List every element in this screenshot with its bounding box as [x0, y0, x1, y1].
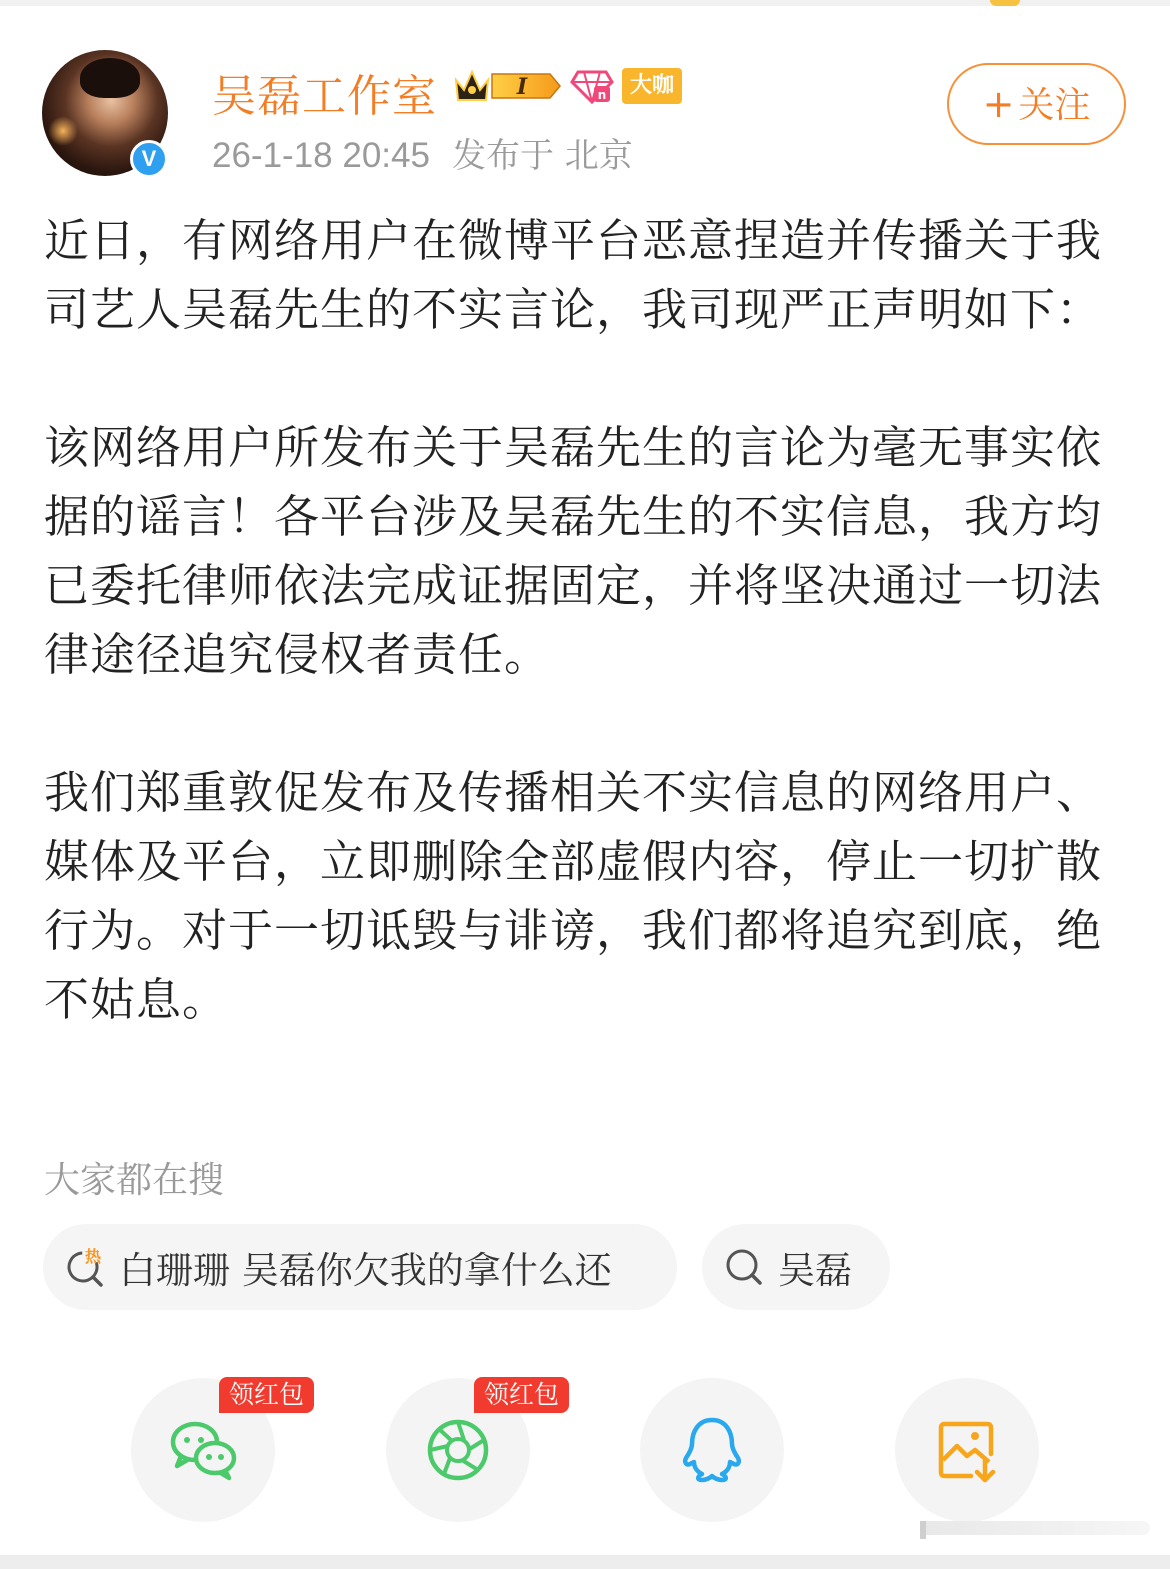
top-divider	[0, 0, 1170, 6]
svg-text:热: 热	[84, 1247, 102, 1266]
diamond-vip-icon[interactable]	[570, 66, 614, 106]
bottom-divider	[0, 1555, 1170, 1569]
post-timestamp: 26-1-18 20:45	[212, 136, 430, 175]
svg-text:n: n	[597, 88, 607, 102]
post-paragraph: 我们郑重敦促发布及传播相关不实信息的网络用户、媒体及平台，立即删除全部虚假内容，停止一切扩散行为。对于一切诋毁与诽谤，我们都将追究到底，绝不姑息。	[44, 766, 1103, 1026]
post-paragraph: 近日，有网络用户在微博平台恶意捏造并传播关于我司艺人吴磊先生的不实言论，我司现严正声明如下：	[44, 214, 1103, 336]
post-meta	[212, 128, 633, 177]
search-icon	[722, 1245, 766, 1289]
trending-search-chip[interactable]	[43, 1224, 677, 1310]
crown-level-icon[interactable]	[452, 66, 562, 106]
hot-search-icon	[63, 1245, 107, 1289]
home-indicator	[920, 1521, 1150, 1535]
daka-badge[interactable]: 大咖	[622, 68, 682, 104]
wechat-icon	[167, 1414, 239, 1486]
trending-search-label: 吴磊	[778, 1249, 852, 1292]
qq-icon	[676, 1414, 748, 1486]
save-image-icon	[931, 1414, 1003, 1486]
save-image-button[interactable]	[895, 1378, 1039, 1522]
share-qq-button[interactable]	[640, 1378, 784, 1522]
red-packet-tag: 领红包	[474, 1377, 569, 1413]
top-accent	[990, 0, 1020, 6]
plus-icon: +	[982, 82, 1015, 126]
follow-button[interactable]	[947, 63, 1126, 145]
account-name[interactable]: 吴磊工作室	[212, 71, 437, 122]
follow-label: 关注	[1018, 85, 1091, 126]
badge-row	[452, 66, 682, 106]
level-label: I	[516, 74, 528, 100]
moments-icon	[422, 1414, 494, 1486]
post-location: 发布于 北京	[451, 136, 633, 176]
red-packet-tag: 领红包	[219, 1377, 314, 1413]
trending-search-title: 大家都在搜	[44, 1160, 225, 1201]
trending-search-chip[interactable]	[702, 1224, 890, 1310]
trending-search-label: 白珊珊 吴磊你欠我的拿什么还	[119, 1249, 612, 1292]
post-body	[44, 206, 1134, 1034]
verified-icon: V	[130, 140, 168, 178]
post-paragraph: 该网络用户所发布关于吴磊先生的言论为毫无事实依据的谣言！各平台涉及吴磊先生的不实信息，我方均已委托律师依法完成证据固定，并将坚决通过一切法律途径追究侵权者责任。	[44, 421, 1103, 681]
